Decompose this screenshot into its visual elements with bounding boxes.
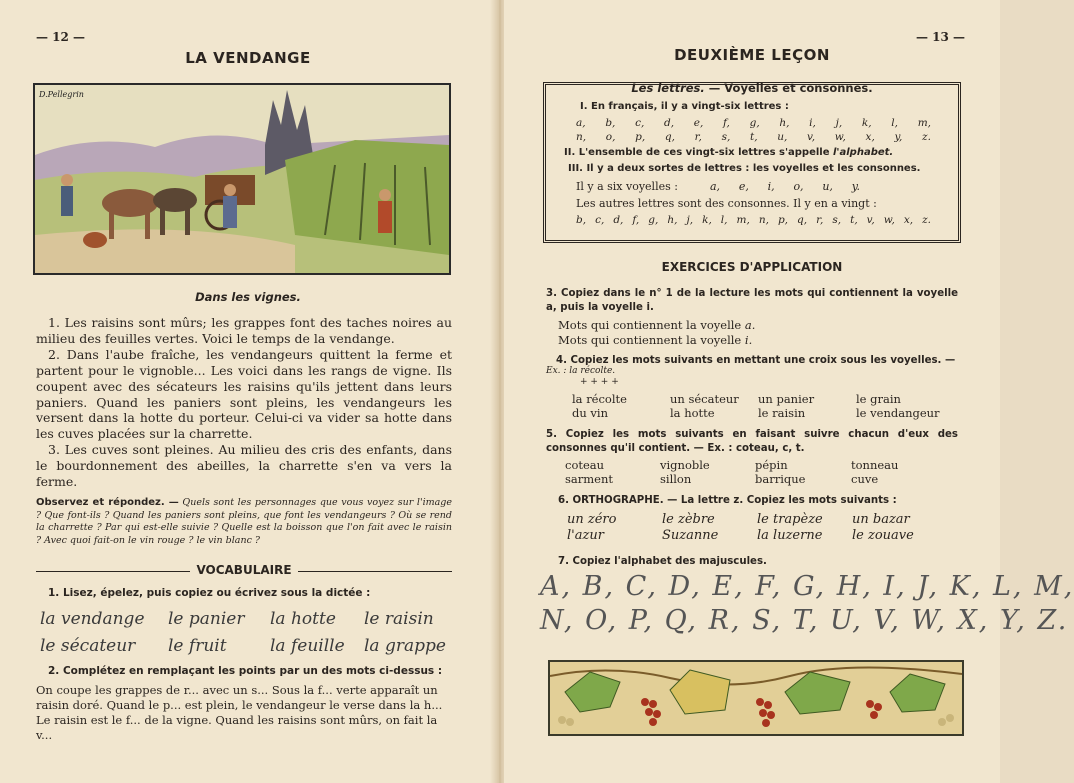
vocab-word: la vendange <box>40 609 145 629</box>
rule-I: I. En français, il y a vingt-six lettres : <box>580 101 789 112</box>
vocab-word: le sécateur <box>40 636 136 656</box>
alphabet-row-1: a, b, c, d, e, f, g, h, i, j, k, l, m, <box>576 117 931 129</box>
lesson-title: DEUXIÈME LEÇON <box>674 46 830 64</box>
capitals-row-2: N, O, P, Q, R, S, T, U, V, W, X, Y, Z. <box>540 605 1069 636</box>
ex4-example: Ex. : la récolte. <box>546 366 616 376</box>
exercise-6: 6. ORTHOGRAPHE. — La lettre z. Copiez les mots suivants : <box>558 495 897 506</box>
harvest-scene-image <box>35 85 449 273</box>
exercise-4: 4. Copiez les mots suivants en mettant une croix sous les voyelles. — <box>556 355 956 366</box>
consonnes-label: Les autres lettres sont des consonnes. Il y en a vingt : <box>576 197 877 210</box>
vocabulaire-title: VOCABULAIRE <box>190 563 297 577</box>
exercise-5: 5. Copiez les mots suivants en faisant suivre chacun d'eux des consonnes qu'il contient. — Ex. : coteau, c, t. <box>546 429 958 454</box>
lesson-title: LA VENDANGE <box>185 49 311 67</box>
page-number-13: — 13 — <box>916 30 966 44</box>
grapevine-banner <box>548 660 964 736</box>
vocab-word: la feuille <box>270 636 345 656</box>
vocab-word: le fruit <box>168 636 227 656</box>
grapevine-decoration-image <box>550 662 962 734</box>
exercise-7: 7. Copiez l'alphabet des majuscules. <box>558 556 767 567</box>
illustration-caption: Dans les vignes. <box>195 290 301 304</box>
rule-III: III. Il y a deux sortes de lettres : les voyelles et les consonnes. <box>568 163 921 174</box>
ex3-line-a: Mots qui contiennent la voyelle a. <box>558 318 756 332</box>
page-number-12: — 12 — <box>36 30 86 44</box>
letters-rule-box <box>543 82 961 243</box>
vineyard-illustration <box>33 83 451 275</box>
observez-section <box>36 497 452 547</box>
ex6-word-grid: un zéro le zèbre le trapèze un bazar l'azur Suzanne la luzerne le zouave <box>567 512 914 543</box>
paragraph-3: 3. Les cuves sont pleines. Au milieu des cris des enfants, dans le bourdonnement des abeilles, la charrette s'en va vers la ferme. <box>36 442 452 490</box>
voyelles-label: Il y a six voyelles : <box>576 180 678 193</box>
vocab-word: la grappe <box>364 636 446 656</box>
paragraph-1: 1. Les raisins sont mûrs; les grappes font des taches noires au milieu des feuilles vertes. Voici le temps de la vendange. <box>36 315 452 346</box>
exercises-title: EXERCICES D'APPLICATION <box>661 260 843 274</box>
vocab-instruction: 1. Lisez, épelez, puis copiez ou écrivez sous la dictée : <box>48 587 371 599</box>
ex4-vowel-marks: + + + + <box>580 377 619 387</box>
voyelles-list: a, e, i, o, u, y. <box>710 180 860 193</box>
complete-instruction: 2. Complétez en remplaçant les points par un des mots ci-dessus : <box>48 665 443 677</box>
rule-II: II. L'ensemble de ces vingt-six lettres s'appelle l'alphabet. <box>564 147 894 158</box>
paragraph-2: 2. Dans l'aube fraîche, les vendangeurs quittent la ferme et partent pour le vignoble... Les voici dans les rangs de vigne. Ils coupent avec des sécateurs les raisins qu'ils jettent dans leurs paniers. Quand les paniers sont pleins, les vendangeurs les versent dans la hotte du porteur. Celui-ci va vider sa hotte dans les cuves placées sur la charrette. <box>36 346 452 442</box>
observez-label: Observez et répondez. — <box>36 497 179 508</box>
illustration-signature: D.Pellegrin <box>39 90 84 99</box>
vocab-word: le panier <box>168 609 245 629</box>
vocab-word: le raisin <box>364 609 434 629</box>
exercise-3: 3. Copiez dans le n° 1 de la lecture les mots qui contiennent la voyelle a, puis la voyelle i. <box>546 288 958 313</box>
ex5-word-grid: coteau vignoble pépin tonneau sarment sillon barrique cuve <box>565 458 899 486</box>
fill-in-text: On coupe les grappes de r... avec un s... Sous la f... verte apparaît un raisin doré. Quand le p... est plein, le vendangeur le verse dans la h... Le raisin est le f... de la vigne. Quand les raisins sont mûrs, on fait la v... <box>36 683 443 742</box>
reading-text <box>36 315 452 490</box>
ex4-word-grid: la récolte un sécateur un panier le grain du vin la hotte le raisin le vendangeur <box>572 392 940 420</box>
observez-questions: Quels sont les personnages que vous voyez sur l'image ? Que font-ils ? Quand les paniers sont pleins, que font les vendangeurs ? Où se rend la charrette ? Par qui est-elle suivie ? Quelle est la boisson que l'on fait avec le raisin ? Avec quoi fait-on le vin rouge ? le vin blanc ? <box>36 497 452 546</box>
box-title: Les lettres. — Voyelles et consonnes. <box>631 81 873 95</box>
vocabulaire-heading <box>36 563 452 579</box>
consonnes-list: b, c, d, f, g, h, j, k, l, m, n, p, q, r, s, t, v, w, x, z. <box>576 214 931 226</box>
capitals-row-1: A, B, C, D, E, F, G, H, I, J, K, L, M, <box>540 571 1074 602</box>
ex3-line-i: Mots qui contiennent la voyelle i. <box>558 333 753 347</box>
left-page <box>0 0 496 783</box>
vocab-word: la hotte <box>270 609 336 629</box>
alphabet-row-2: n, o, p, q, r, s, t, u, v, w, x, y, z. <box>576 131 931 143</box>
